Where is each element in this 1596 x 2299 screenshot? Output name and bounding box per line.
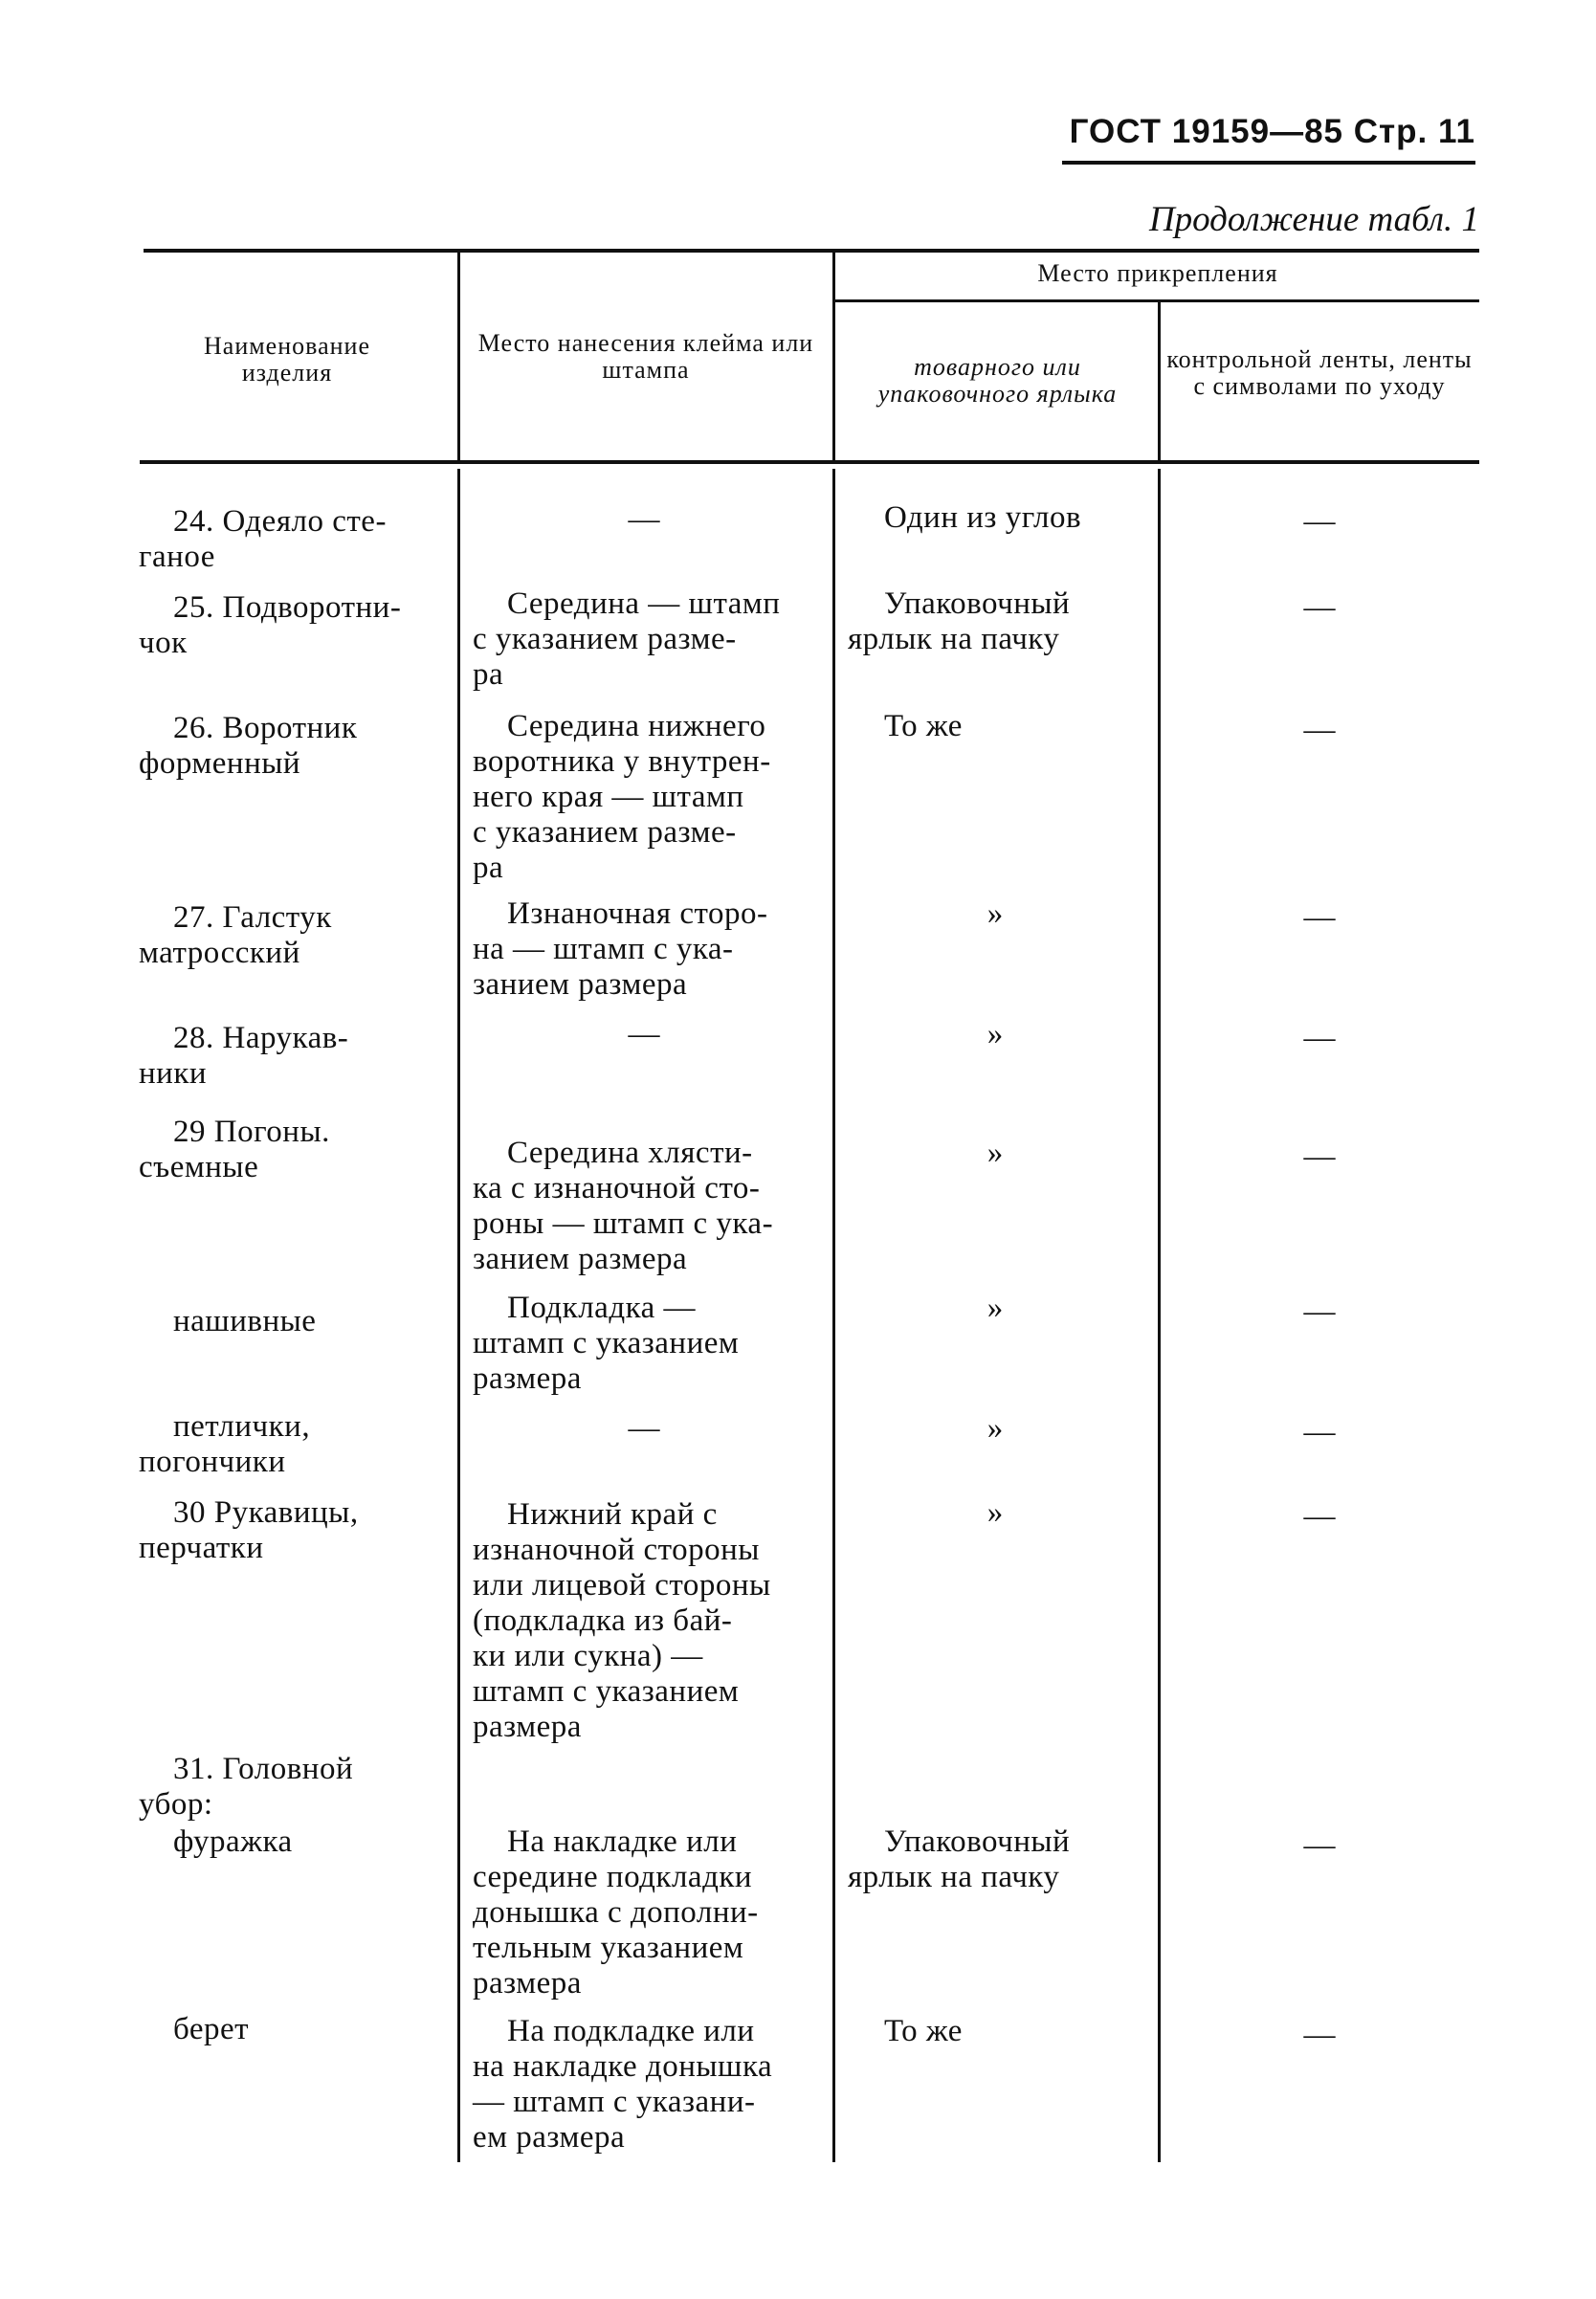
- table-cell-label: »: [986, 896, 1004, 931]
- table-cell-stamp: —: [628, 1017, 660, 1051]
- table-cell-tape: —: [1303, 900, 1336, 935]
- col-header-label: товарного или упаковочного ярлыка: [877, 353, 1118, 408]
- body-divider-1: [457, 469, 460, 2162]
- table-cell-name: 28. Нарукав- ники: [139, 1021, 349, 1091]
- table-cell-name: 26. Воротник форменный: [139, 711, 358, 781]
- col-header-stamp-place: Место нанесения клейма или штампа: [477, 329, 814, 384]
- table-cell-tape: —: [1303, 504, 1336, 539]
- table-cell-stamp: На накладке или середине подкладки донышка с дополни- тельным указанием размера: [473, 1824, 759, 2001]
- col-header-name: Наименование изделия: [204, 332, 370, 387]
- table-cell-tape: —: [1303, 590, 1336, 625]
- table-cell-name: берет: [173, 2012, 250, 2046]
- table-cell-label: То же: [884, 709, 963, 743]
- continuation-caption: Продолжение табл. 1: [1148, 200, 1479, 239]
- table-cell-name: фуражка: [173, 1824, 293, 1859]
- header-bottom-rule: [140, 460, 1479, 464]
- table-cell-stamp: —: [628, 502, 660, 537]
- table-cell-name: 27. Галстук матросский: [139, 900, 332, 970]
- table-cell-name: 29 Погоны. съемные: [139, 1115, 330, 1184]
- table-cell-name: 25. Подворотни- чок: [139, 590, 402, 660]
- col-header-attach-group: Место прикрепления: [1037, 259, 1278, 287]
- col-header-tape: контрольной ленты, ленты с символами по уходу: [1166, 345, 1473, 400]
- table-cell-label: »: [986, 1136, 1004, 1170]
- table-cell-label: Один из углов: [884, 500, 1082, 535]
- table-cell-label: То же: [884, 2014, 963, 2048]
- table-cell-tape: —: [1303, 2018, 1336, 2052]
- table-cell-label: »: [986, 1495, 1004, 1530]
- table-cell-label: »: [986, 1291, 1004, 1325]
- table-cell-tape: —: [1303, 1021, 1336, 1055]
- header-divider-2: [832, 253, 835, 461]
- table-cell-tape: —: [1303, 713, 1336, 747]
- table-cell-label: »: [986, 1411, 1004, 1446]
- table-cell-tape: —: [1303, 1294, 1336, 1329]
- table-cell-stamp: Подкладка — штамп с указанием размера: [473, 1291, 740, 1396]
- table-cell-stamp: Изнаночная сторо- на — штамп с ука- занием размера: [473, 896, 768, 1002]
- table-cell-name: 24. Одеяло сте- ганое: [139, 504, 387, 574]
- table-cell-stamp: Середина хлясти- ка с изнаночной сто- роны — штамп с ука- занием размера: [473, 1136, 774, 1276]
- table-cell-stamp: Середина нижнего воротника у внутрен- него края — штамп с указанием разме- ра: [473, 709, 771, 885]
- standard-header: ГОСТ 19159—85 Стр. 11: [1069, 113, 1475, 150]
- table-cell-label: Упаковочный ярлык на пачку: [848, 1824, 1071, 1894]
- table-cell-tape: —: [1303, 1828, 1336, 1863]
- table-cell-stamp: —: [628, 1411, 660, 1446]
- header-rule: [1062, 161, 1475, 165]
- table-cell-tape: —: [1303, 1415, 1336, 1449]
- header-divider-1: [457, 253, 460, 461]
- body-divider-2: [832, 469, 835, 2162]
- table-cell-stamp: Нижний край с изнаночной стороны или лицевой стороны (подкладка из бай- ки или сукна) — штамп с указанием размера: [473, 1497, 771, 1744]
- table-cell-name: петлички, погончики: [139, 1409, 311, 1479]
- table-cell-label: Упаковочный ярлык на пачку: [848, 586, 1071, 656]
- group-subheader-rule: [832, 299, 1479, 302]
- header-divider-3: [1158, 302, 1161, 461]
- body-divider-3: [1158, 469, 1161, 2162]
- table-cell-name: 31. Головной убор:: [139, 1752, 354, 1822]
- table-top-rule: [144, 249, 1479, 253]
- table-cell-name: 30 Рукавицы, перчатки: [139, 1495, 359, 1565]
- table-cell-label: »: [986, 1017, 1004, 1051]
- table-cell-name: нашивные: [173, 1304, 317, 1338]
- table-cell-tape: —: [1303, 1499, 1336, 1534]
- table-cell-stamp: Середина — штамп с указанием разме- ра: [473, 586, 781, 692]
- table-cell-stamp: На подкладке или на накладке донышка — штамп с указани- ем размера: [473, 2014, 773, 2155]
- table-cell-tape: —: [1303, 1139, 1336, 1174]
